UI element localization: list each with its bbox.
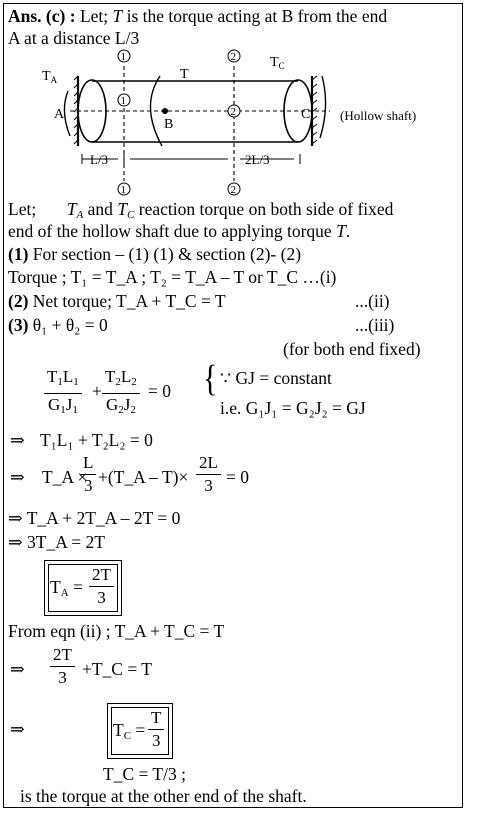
fraction-2t-3: $\frac{2T}{3}$ [50,644,75,689]
both-fixed-note: (for both end fixed) [283,339,421,359]
step-3-ref: ...(iii) [355,315,395,335]
step-3-line: (3) θ₁ + θ₂ = 0 [8,315,108,335]
section-marker-1-bottom: 1 [120,184,126,196]
fraction-l-3: $\frac{L}{3}$ [80,452,96,497]
result-tc-box: $T_C$ = $\frac{T}{3}$ [107,703,173,759]
fraction-t2l2-g2j2: $\frac{T_2L_2}{G_2J_2}$ [102,366,140,421]
equation-line-5: ⇒ 3T_A = 2T [8,532,105,552]
hollow-shaft-diagram [30,46,450,196]
plus-sign: + [92,381,102,401]
section-marker-1-top: 1 [120,51,126,63]
label-b: B [164,117,174,132]
end-of-shaft-line: end of the hollow shaft due to applying torque T. [8,221,351,241]
answer-label: Ans. (c) : [8,6,76,26]
section-marker-2-top: 2 [230,51,236,63]
header-line-2: A at a distance L/3 [8,28,140,48]
implies-1: ⇒ [10,430,25,450]
implies-2: ⇒ [10,467,25,487]
equation-t1l1: T₁L₁ + T₂L₂ = 0 [40,430,153,450]
step-2-line: (2) Net torque; T_A + T_C = T [8,291,226,311]
conclusion-text: is the torque at the other end of the shaft. [20,786,307,806]
diagram-caption: (Hollow shaft) [340,108,417,123]
from-eqn-line: From eqn (ii) ; T_A + T_C = T [8,621,225,641]
final-expression: T_C = T/3 ; [103,764,186,784]
label-ta: $T_A$ [42,69,58,85]
step-1-line: (1) For section – (1) (1) & section (2)- (2) [8,244,302,264]
plus-tc-equals-t: +T_C = T [82,659,152,679]
label-c: C [301,107,311,122]
result-ta-box: $T_A$ = $\frac{2T}{3}$ [44,560,122,616]
section-marker-2-mid: 2 [230,106,236,118]
header-line-1 [8,5,387,27]
brace: { [203,357,218,399]
section-marker-1-mid: 1 [120,95,126,107]
dimension-l3: L/3 [90,152,109,167]
label-a: A [54,107,65,122]
fraction-t1l1-g1j1: $\frac{T_1L_1}{G_1J_1}$ [44,366,82,421]
gj-ie: i.e. G₁J₁ = G₂J₂ = GJ [220,398,366,418]
label-t: T [180,67,189,82]
gj-constant: ∵ GJ = constant [220,368,332,388]
dimension-2l3: 2L/3 [245,152,270,167]
step-2-ref: ...(ii) [355,291,390,311]
header-text-1: Let; T is the torque acting at B from the end [79,6,388,26]
torque-line: Torque ; T₁ = T_A ; T₂ = T_A – T or T_C …(i) [8,267,337,287]
equals-zero: = 0 [148,381,171,401]
implies-4: ⇒ [10,719,25,739]
section-marker-2-bottom: 2 [230,184,236,196]
fraction-2l-3: $\frac{2L}{3}$ [196,452,221,497]
expand-part-3: = 0 [226,467,249,487]
expand-part-2: +(T_A – T)× [98,467,189,487]
let-line: Let; $T_A$ and $T_C$ reaction torque on both side of fixed [8,199,394,221]
implies-3: ⇒ [10,659,25,679]
label-tc: $T_C$ [270,55,285,71]
expand-part-1: T_A × [42,467,88,487]
equation-line-4: ⇒ T_A + 2T_A – 2T = 0 [8,508,181,528]
